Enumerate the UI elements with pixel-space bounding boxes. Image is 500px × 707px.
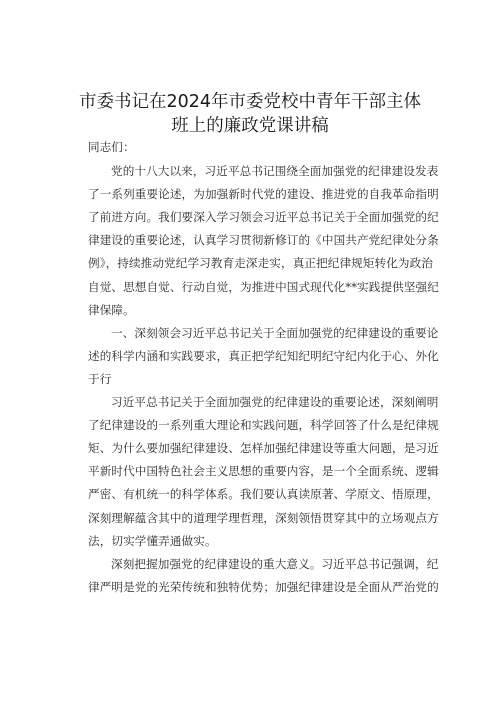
body-text-line: 深刻把握加强党的纪律建设的重大意义。习近平总书记强调，纪 (111, 556, 439, 571)
body-text-line: 党的十八大以来，习近平总书记围绕全面加强党的纪律建设发表 (111, 164, 439, 178)
body-text-line: 律保障。 (88, 302, 135, 317)
document-title-line-2: 班上的廉政党课讲稿 (171, 116, 329, 136)
body-text-line: 深刻理解蕴含其中的道理学理哲理，深刻领悟贯穿其中的立场观点方 (88, 510, 439, 525)
document-title-line-1: 市委书记在2024年市委党校中青年干部主体 (78, 92, 422, 112)
body-text-line: 平新时代中国特色社会主义思想的重要内容，是一个全面系统、逻辑 (88, 464, 439, 479)
body-text-line: 律严明是党的光荣传统和独特优势；加强纪律建设是全面从严治党的 (88, 579, 439, 594)
body-text-line: 法，切实学懂弄通做实。 (88, 533, 217, 548)
body-text-line: 了前进方向。我们要深入学习领会习近平总书记关于全面加强党的纪 (88, 210, 439, 225)
body-text-line: 了纪律建设的一系列重大理论和实践问题，科学回答了什么是纪律规 (88, 418, 439, 433)
body-text-line: 习近平总书记关于全面加强党的纪律建设的重要论述，深刻阐明 (111, 395, 439, 409)
body-text-line: 了一系列重要论述，为加强新时代党的建设、推进党的自我革命指明 (88, 187, 439, 202)
body-text-line: 律建设的重要论述，认真学习贯彻新修订的《中国共产党纪律处分条 (88, 233, 439, 248)
body-text-line: 于行 (88, 371, 112, 386)
body-text-line: 矩、为什么要加强纪律建设、怎样加强纪律建设等重大问题，是习近 (88, 441, 439, 456)
body-text-line: 一、深刻领会习近平总书记关于全面加强党的纪律建设的重要论 (111, 325, 439, 340)
body-text-line: 例》，持续推动党纪学习教育走深走实，真正把纪律规矩转化为政治 (88, 256, 434, 271)
salutation: 同志们： (88, 140, 135, 154)
body-text-line: 自觉、思想自觉、行动自觉，为推进中国式现代化**实践提供坚强纪 (88, 279, 439, 294)
body-text-line: 严密、有机统一的科学体系。我们要认真读原著、学原文、悟原理， (88, 487, 439, 502)
body-text-line: 述的科学内涵和实践要求，真正把学纪知纪明纪守纪内化于心、外化 (88, 348, 439, 363)
